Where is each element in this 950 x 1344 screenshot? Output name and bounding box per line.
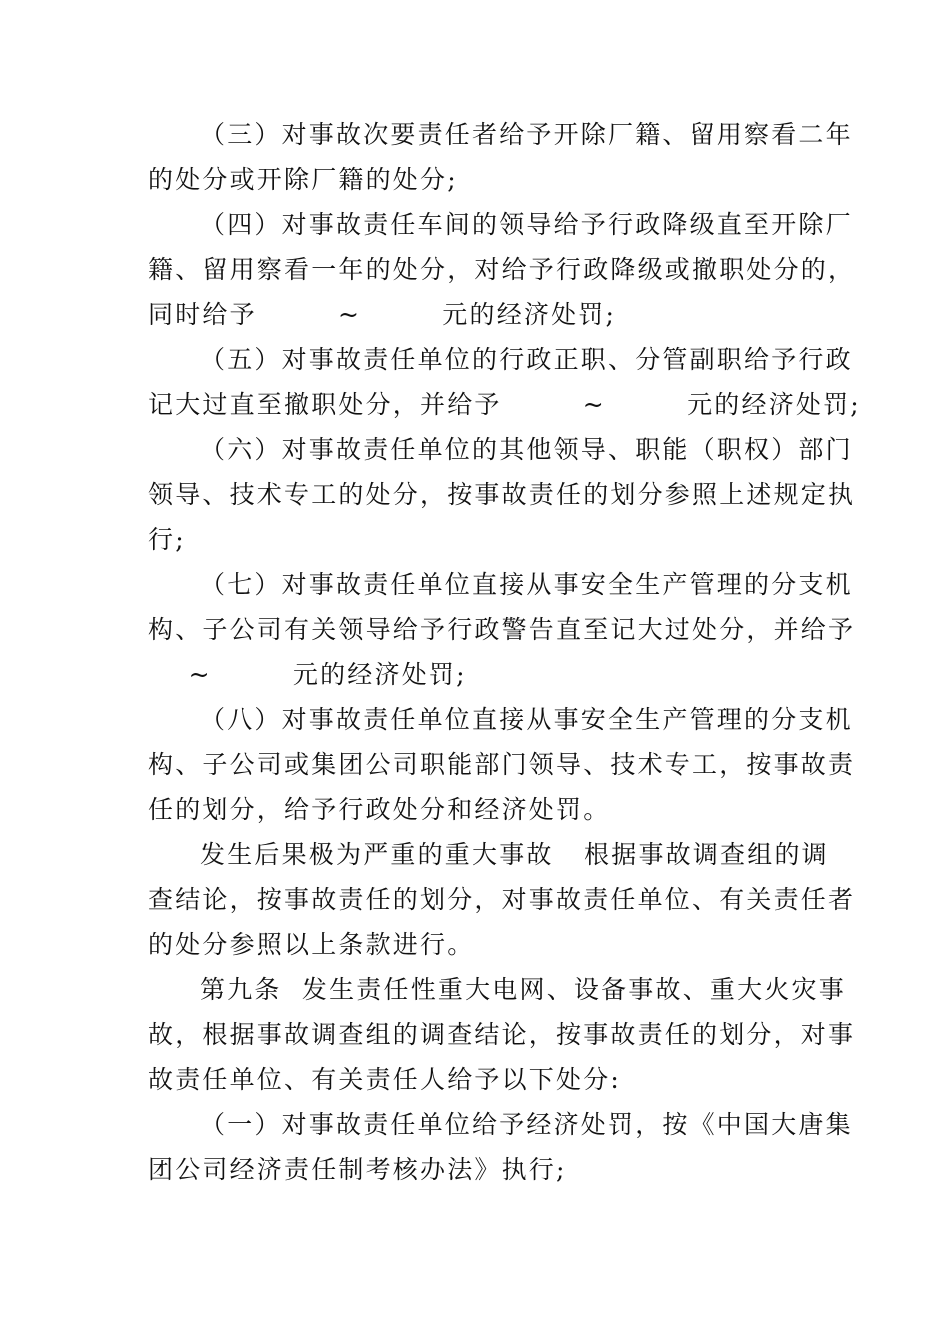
text-line: 同时给予 ~ 元的经济处罚; bbox=[148, 300, 617, 329]
text-line: 行; bbox=[148, 525, 186, 554]
text-line: 团公司经济责任制考核办法》执行; bbox=[148, 1155, 567, 1184]
text-line: （八）对事故责任单位直接从事安全生产管理的分支机 bbox=[200, 705, 853, 734]
text-line: 记大过直至撤职处分，并给予 ~ 元的经济处罚; bbox=[148, 390, 861, 419]
text-line: ~ 元的经济处罚; bbox=[148, 660, 467, 689]
text-line: 任的划分，给予行政处分和经济处罚。 bbox=[148, 795, 611, 824]
text-line: （六）对事故责任单位的其他领导、职能（职权）部门 bbox=[200, 435, 853, 464]
text-line: 构、子公司或集团公司职能部门领导、技术专工，按事故责 bbox=[148, 750, 856, 779]
text-line: 第九条 发生责任性重大电网、设备事故、重大火灾事 bbox=[200, 975, 846, 1004]
text-line: 领导、技术专工的处分，按事故责任的划分参照上述规定执 bbox=[148, 480, 856, 509]
text-line: 查结论，按事故责任的划分，对事故责任单位、有关责任者 bbox=[148, 885, 856, 914]
text-line: （七）对事故责任单位直接从事安全生产管理的分支机 bbox=[200, 570, 853, 599]
text-line: 发生后果极为严重的重大事故 根据事故调查组的调 bbox=[200, 840, 829, 869]
text-line: （五）对事故责任单位的行政正职、分管副职给予行政 bbox=[200, 345, 853, 374]
text-line: （四）对事故责任车间的领导给予行政降级直至开除厂 bbox=[200, 210, 853, 239]
text-line: 故，根据事故调查组的调查结论，按事故责任的划分，对事 bbox=[148, 1020, 856, 1049]
text-line: （一）对事故责任单位给予经济处罚，按《中国大唐集 bbox=[200, 1110, 853, 1139]
text-line: （三）对事故次要责任者给予开除厂籍、留用察看二年 bbox=[200, 120, 853, 149]
text-line: 构、子公司有关领导给予行政警告直至记大过处分，并给予 bbox=[148, 615, 856, 644]
text-line: 的处分或开除厂籍的处分; bbox=[148, 165, 458, 194]
text-line: 故责任单位、有关责任人给予以下处分: bbox=[148, 1065, 622, 1094]
text-line: 籍、留用察看一年的处分，对给予行政降级或撤职处分的， bbox=[148, 255, 856, 284]
text-line: 的处分参照以上条款进行。 bbox=[148, 930, 475, 959]
